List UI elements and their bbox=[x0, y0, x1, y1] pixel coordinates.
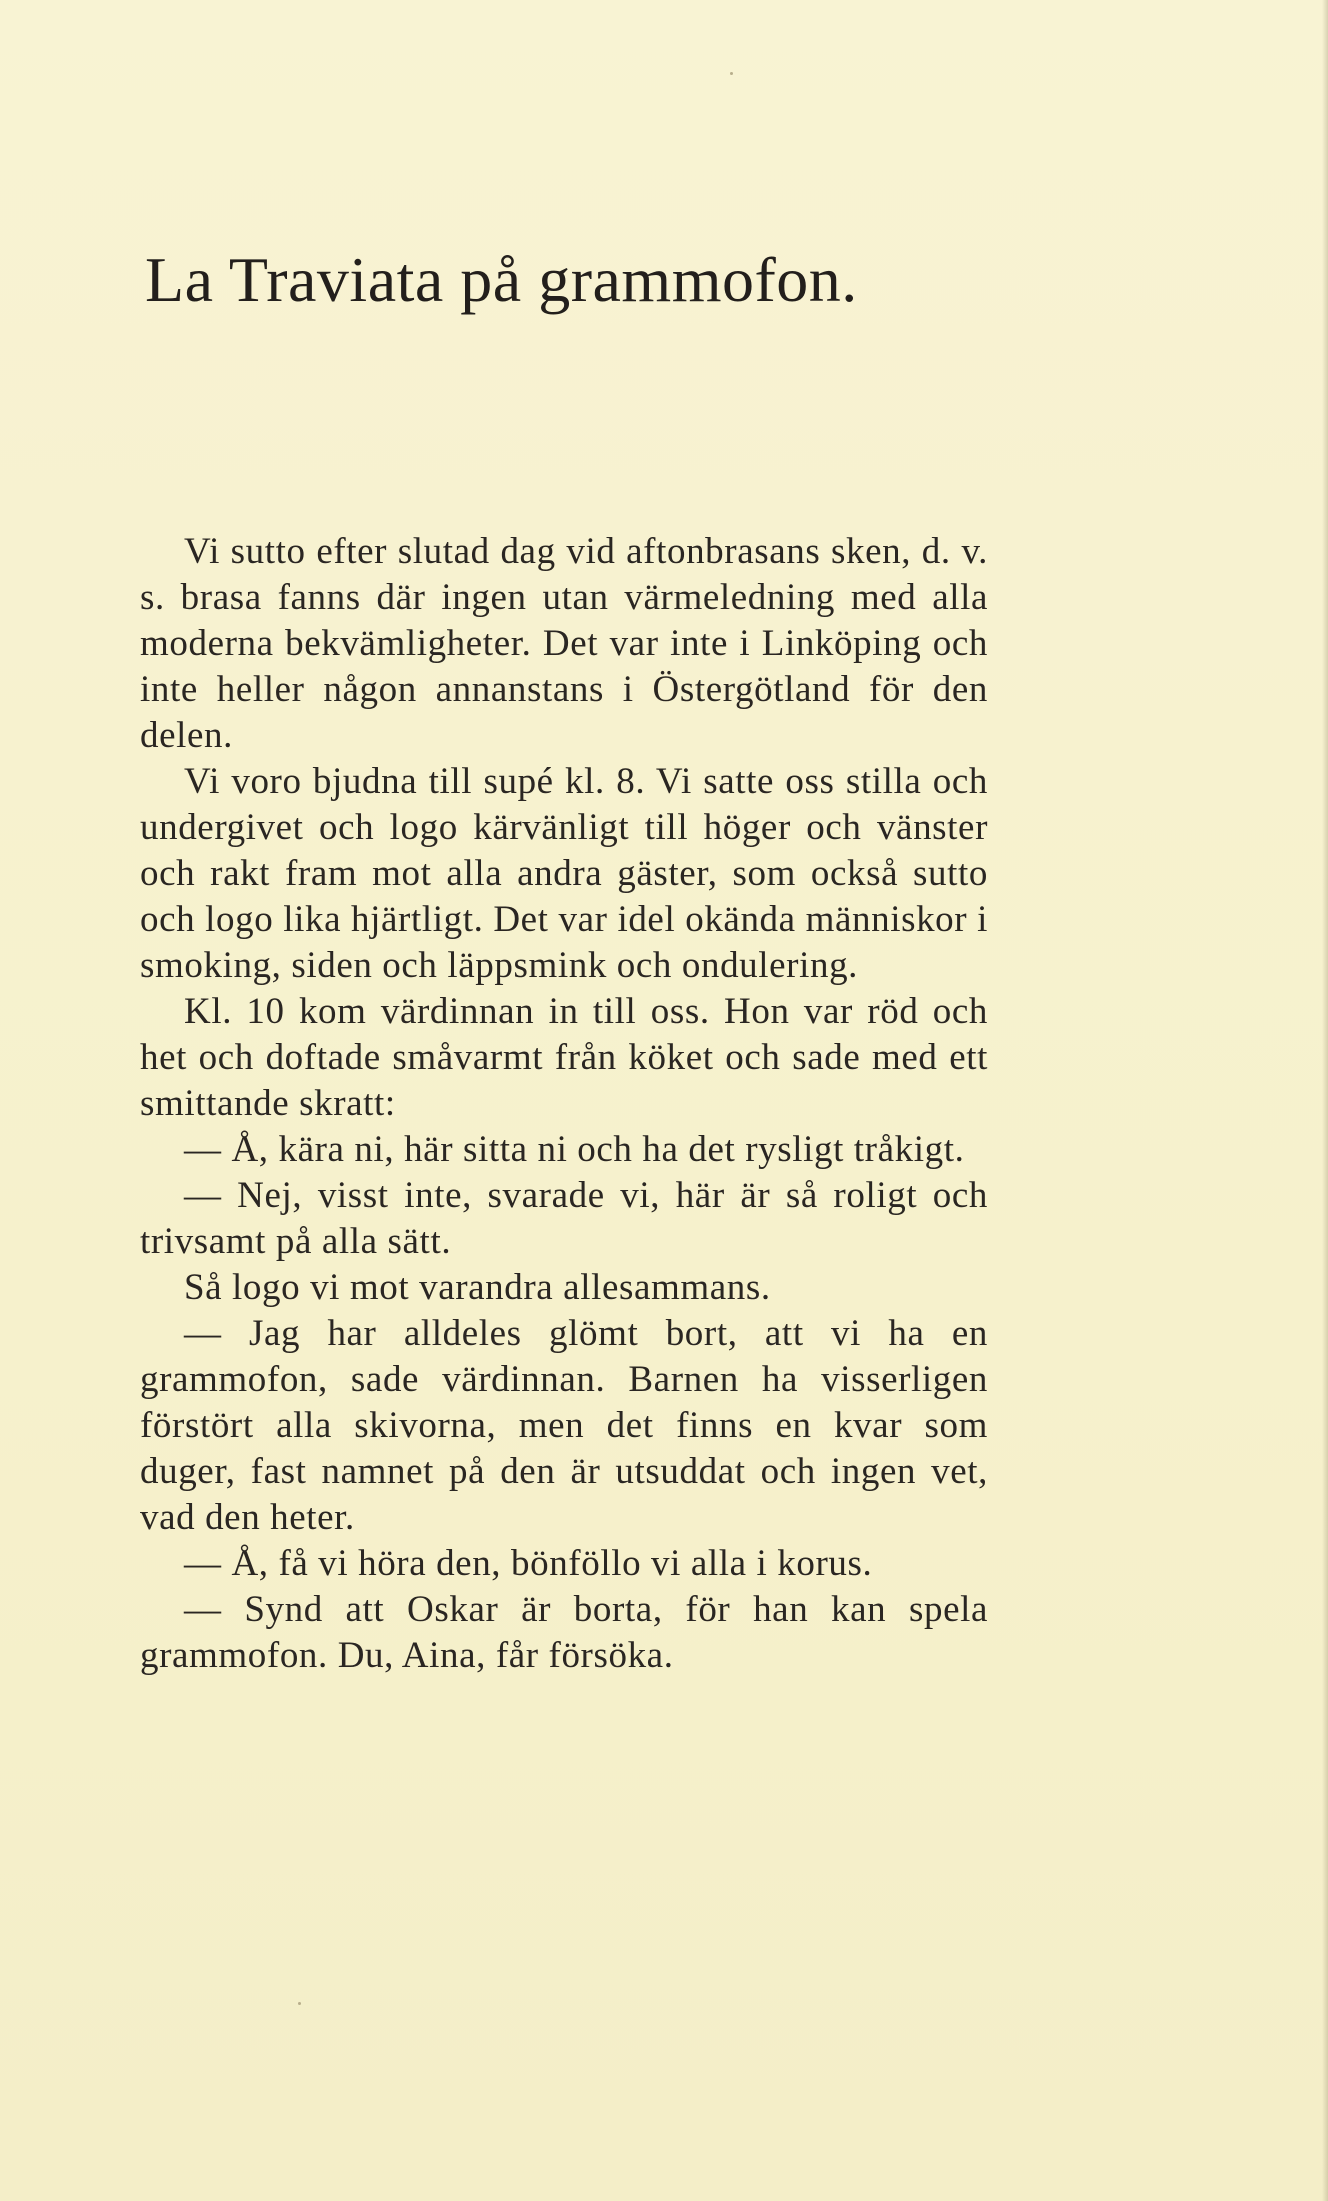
body-text bbox=[140, 529, 988, 1679]
paper-speck bbox=[730, 72, 733, 75]
paragraph: Kl. 10 kom värdinnan in till oss. Hon var röd och het och doftade småvarmt från köket och sade med ett smittande skratt: bbox=[140, 991, 988, 1124]
page-edge bbox=[1322, 0, 1328, 2201]
paragraph: Så logo vi mot varandra allesammans. bbox=[184, 1267, 771, 1308]
chapter-title: La Traviata på grammofon. bbox=[145, 244, 858, 315]
paragraph: — Å, få vi höra den, bönföllo vi alla i korus. bbox=[184, 1543, 873, 1584]
paragraph: Vi voro bjudna till supé kl. 8. Vi satte oss stilla och undergivet och logo kärvänligt till höger och vänster och rakt fram mot alla andra gäster, som också sutto och logo lika hjärtligt. Det var idel okända människor i smoking, siden och läppsmink och ondulering. bbox=[140, 761, 988, 986]
paragraph: — Synd att Oskar är borta, för han kan spela grammofon. Du, Aina, får försöka. bbox=[140, 1589, 988, 1676]
paragraph: — Å, kära ni, här sitta ni och ha det rysligt tråkigt. bbox=[184, 1129, 965, 1170]
paragraph: — Nej, visst inte, svarade vi, här är så roligt och trivsamt på alla sätt. bbox=[140, 1175, 988, 1262]
paper-speck bbox=[298, 2002, 301, 2005]
paragraph: Vi sutto efter slutad dag vid aftonbrasans sken, d. v. s. brasa fanns där ingen utan värmeledning med alla moderna bekvämligheter. Det var inte i Linköping och inte heller någon annanstans i Östergötland för den delen. bbox=[140, 531, 988, 756]
paragraph: — Jag har alldeles glömt bort, att vi ha en grammofon, sade värdinnan. Barnen ha visserligen förstört alla skivorna, men det finns en kvar som duger, fast namnet på den är utsuddat och ingen vet, vad den heter. bbox=[140, 1313, 988, 1538]
